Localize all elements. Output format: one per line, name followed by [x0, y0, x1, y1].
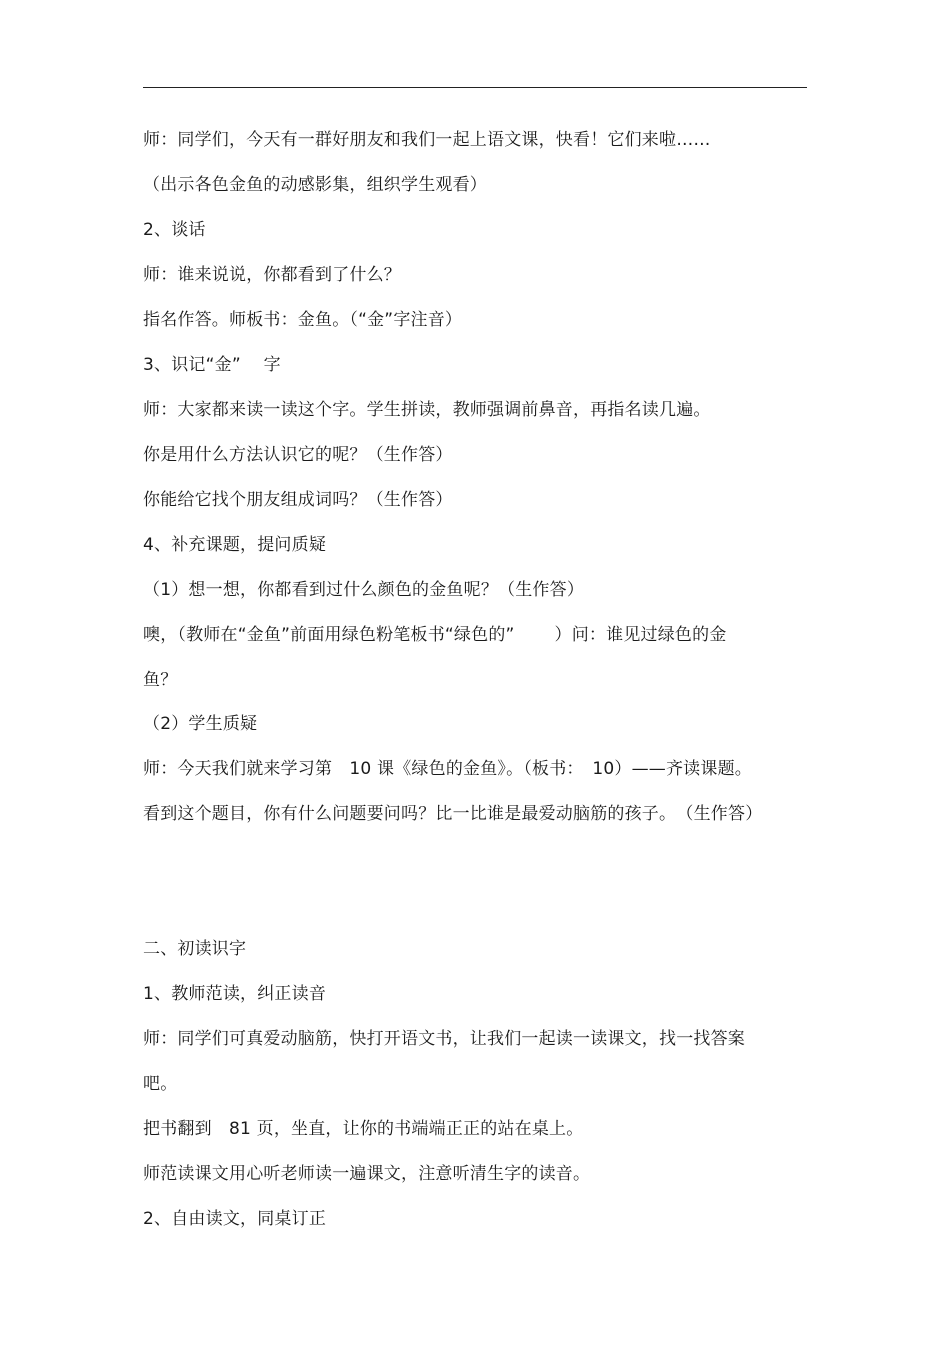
text-line: 把书翻到 81 页，坐直，让你的书端端正正的站在桌上。: [143, 1119, 584, 1139]
text-line: 师：同学们可真爱动脑筋，快打开语文书，让我们一起读一读课文，找一找答案: [143, 1029, 745, 1049]
text-line: 指名作答。师板书：金鱼。（“金”字注音）: [143, 310, 463, 330]
text-line: 师：同学们，今天有一群好朋友和我们一起上语文课，快看！它们来啦……: [143, 130, 711, 150]
text-line: 1、教师范读，纠正读音: [143, 984, 327, 1004]
text-line: 噢，（教师在“金鱼”前面用绿色粉笔板书“绿色的” ）问：谁见过绿色的金: [143, 625, 727, 645]
text-line: 看到这个题目，你有什么问题要问吗？比一比谁是最爱动脑筋的孩子。 （生作答）: [143, 804, 763, 824]
text-line: 4、补充课题，提问质疑: [143, 535, 327, 555]
text-line: 2、谈话: [143, 220, 206, 240]
header-rule: [143, 87, 807, 88]
section-heading: 二、初读识字: [143, 939, 247, 959]
text-line: （1）想一想，你都看到过什么颜色的金鱼呢？（生作答）: [143, 580, 585, 600]
text-line: （2）学生质疑: [143, 714, 258, 734]
text-line: 师范读课文用心听老师读一遍课文，注意听清生字的读音。: [143, 1164, 591, 1184]
text-line: 3、识记“金” 字: [143, 355, 281, 375]
text-line: 吧。: [143, 1074, 178, 1094]
text-line: 师：大家都来读一读这个字。学生拼读，教师强调前鼻音，再指名读几遍。: [143, 400, 711, 420]
text-line: 你能给它找个朋友组成词吗？（生作答）: [143, 490, 453, 510]
text-line: 师：谁来说说，你都看到了什么？: [143, 265, 401, 285]
text-line: 鱼？: [143, 670, 178, 690]
text-line: 2、自由读文，同桌订正: [143, 1209, 327, 1229]
text-line: 你是用什么方法认识它的呢？（生作答）: [143, 445, 453, 465]
text-line: （出示各色金鱼的动感影集，组织学生观看）: [143, 175, 487, 195]
text-line: 师：今天我们就来学习第 10 课《绿色的金鱼》。（板书： 10）——齐读课题。: [143, 759, 752, 779]
